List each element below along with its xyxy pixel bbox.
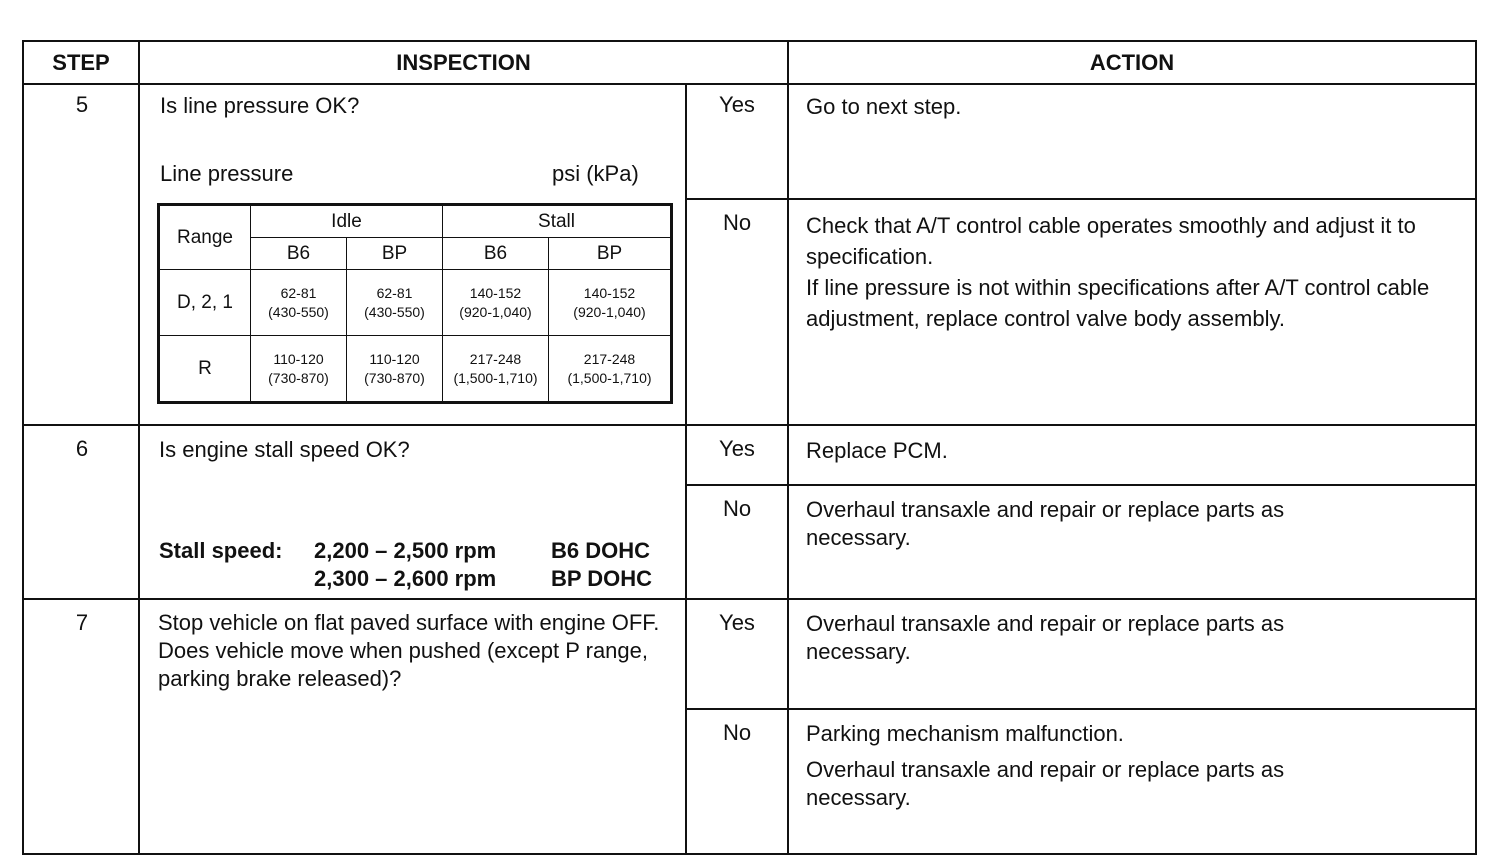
range-cell: R: [160, 336, 251, 402]
yes-action: Overhaul transaxle and repair or replace parts as necessary.: [806, 611, 1285, 664]
no-action-line: Check that A/T control cable operates smoothly and adjust it to specification.: [806, 213, 1416, 269]
no-action-line: Parking mechanism malfunction.: [806, 721, 1124, 746]
divider: [24, 424, 1475, 426]
range-cell: D, 2, 1: [160, 270, 251, 336]
range-header: Range: [160, 206, 251, 270]
value-cell: 110-120 (730-870): [347, 336, 443, 402]
yes-label: Yes: [719, 92, 755, 117]
stall-speed-engine: B6 DOHC: [551, 538, 651, 563]
value-cell: 62-81 (430-550): [347, 270, 443, 336]
header-inspection: INSPECTION: [396, 50, 531, 75]
stall-header: Stall: [443, 206, 671, 238]
no-label: No: [722, 496, 752, 521]
no-action: Overhaul transaxle and repair or replace parts as necessary.: [806, 497, 1285, 550]
yes-label: Yes: [719, 610, 755, 635]
stall-speed-rpm: 2,300 – 2,600 rpm: [314, 566, 497, 591]
sub-header: B6: [443, 238, 549, 270]
no-action: [806, 210, 1466, 334]
no-action-line: If line pressure is not within specifications after A/T control cable adjustment, replace control valve body assembly.: [806, 275, 1430, 331]
line-pressure-label: Line pressure: [160, 161, 294, 186]
divider: [138, 42, 140, 853]
divider: [787, 42, 789, 853]
sub-header: BP: [347, 238, 443, 270]
yes-action: Replace PCM.: [806, 438, 948, 463]
header-action: ACTION: [1089, 50, 1175, 75]
value-cell: 140-152 (920-1,040): [443, 270, 549, 336]
stall-speed-spec: [159, 537, 652, 593]
value-cell: 62-81 (430-550): [251, 270, 347, 336]
sub-header: BP: [549, 238, 671, 270]
stall-speed-engine: BP DOHC: [551, 566, 653, 591]
no-label: No: [722, 210, 752, 235]
table-row: [160, 336, 671, 402]
no-action: [806, 720, 1386, 812]
divider: [687, 198, 1475, 200]
value-cell: 217-248 (1,500-1,710): [443, 336, 549, 402]
line-pressure-units: psi (kPa): [552, 161, 639, 186]
value-cell: 140-152 (920-1,040): [549, 270, 671, 336]
value-cell: 110-120 (730-870): [251, 336, 347, 402]
step-number: 6: [75, 436, 89, 461]
no-action-line: Overhaul transaxle and repair or replace parts as necessary.: [806, 757, 1285, 810]
idle-header: Idle: [251, 206, 443, 238]
inspection-question: Is engine stall speed OK?: [159, 437, 410, 462]
yes-label: Yes: [719, 436, 755, 461]
stall-speed-label: Stall speed:: [159, 538, 283, 563]
step-number: 7: [75, 610, 89, 635]
inspection-question: Is line pressure OK?: [160, 93, 360, 118]
table-row: [160, 270, 671, 336]
yes-action: Go to next step.: [806, 94, 962, 119]
value-cell: 217-248 (1,500-1,710): [549, 336, 671, 402]
stall-speed-rpm: 2,200 – 2,500 rpm: [314, 538, 497, 563]
sub-header: B6: [251, 238, 347, 270]
header-step: STEP: [52, 50, 110, 75]
divider: [687, 708, 1475, 710]
inspection-question: Stop vehicle on flat paved surface with engine OFF. Does vehicle move when pushed (except P range, parking brake released)?: [158, 610, 660, 691]
divider: [687, 484, 1475, 486]
step-number: 5: [75, 92, 89, 117]
troubleshooting-table: [22, 40, 1477, 855]
line-pressure-table: [157, 203, 673, 404]
no-label: No: [722, 720, 752, 745]
divider: [24, 598, 1475, 600]
